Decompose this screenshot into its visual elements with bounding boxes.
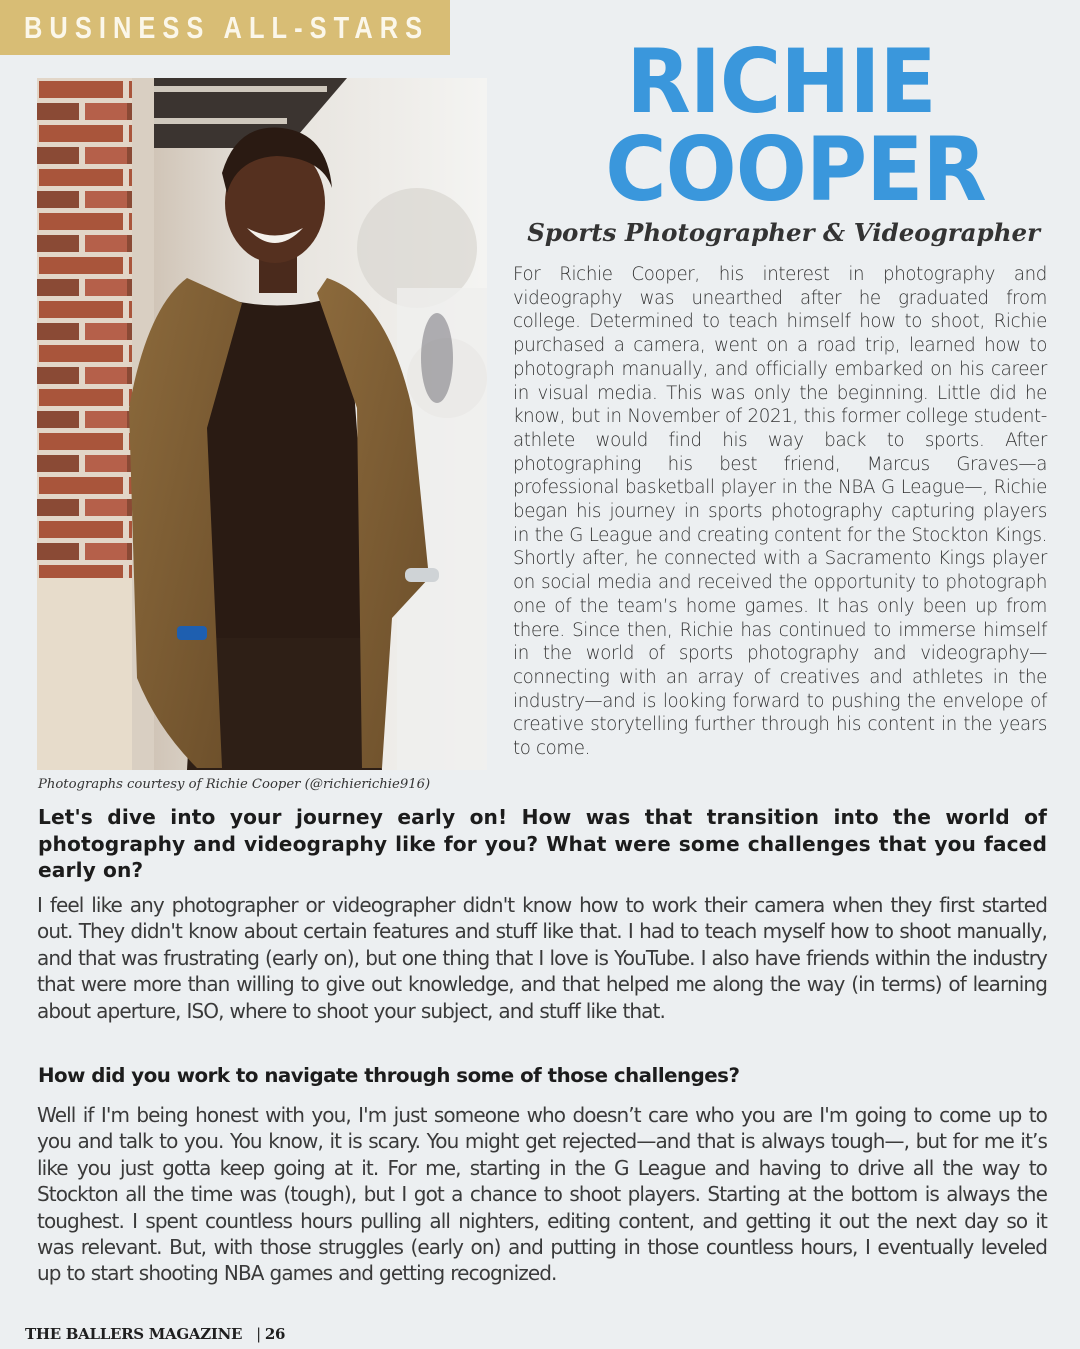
page-footer <box>25 1325 285 1343</box>
profile-title: Sports Photographer & Videographer <box>527 218 1040 247</box>
footer-separator: | <box>256 1325 261 1343</box>
section-banner <box>0 0 450 55</box>
photo-caption: Photographs courtesy of Richie Cooper (@richierichie916) <box>38 777 431 792</box>
profile-photo <box>37 78 487 770</box>
section-banner-label: BUSINESS ALL-STARS <box>24 9 430 45</box>
profile-first-name: RICHIE <box>626 30 936 133</box>
interview-answer-1: I feel like any photographer or videographer didn't know how to work their camera when they first started out. They didn't know about certain features and stuff like that. I had to teach myself how to shoot manually, and that was frustrating (early on), but one thing that I love is YouTube. I also have friends within the industry that were more than willing to give out knowledge, and that helped me along the way (in terms) of learning about aperture, ISO, where to shoot your subject, and stuff like that. <box>37 893 1047 1023</box>
profile-photo-illustration <box>37 78 487 770</box>
intro-paragraph: For Richie Cooper, his interest in photography and videography was unearthed after he graduated from college. Determined to teach himself how to shoot, Richie purchased a camera, went on a road trip, learned how to photograph manually, and officially embarked on his career in visual media. This was only the beginning. Little did he know, but in November of 2021, this former college student-athlete would find his way back to sports. After photographing his best friend, Marcus Graves—a professional basketball player in the NBA G League—, Richie began his journey in sports photography capturing players in the G League and creating content for the Stockton Kings. Shortly after, he connected with a Sacramento Kings player on social media and received the opportunity to photograph one of the team’s home games. It has only been up from there. Since then, Richie has continued to immerse himself in the world of sports photography and videography—connecting with an array of creatives and athletes in the industry—and is looking forward to pushing the envelope of creative storytelling further through his content in the years to come. <box>513 264 1047 760</box>
profile-last-name: COOPER <box>605 118 986 221</box>
interview-question-2: How did you work to navigate through some of those challenges? <box>38 1064 740 1087</box>
interview-question-1: Let's dive into your journey early on! How was that transition into the world of photography and videography like for you? What were some challenges that you faced early on? <box>38 805 1047 882</box>
page-number: 26 <box>264 1325 286 1343</box>
publication-name: THE BALLERS MAGAZINE <box>25 1325 243 1343</box>
profile-name <box>596 30 986 221</box>
interview-answer-2: Well if I'm being honest with you, I'm just someone who doesn’t care who you are I'm going to come up to you and talk to you. You know, it is scary. You might get rejected—and that is always tough—, but for me it’s like you just gotta keep going at it. For me, starting in the G League and having to drive all the way to Stockton all the time was (tough), but I got a chance to shoot players. Starting at the bottom is always the toughest. I spent countless hours pulling all nighters, editing content, and getting it out the next day so it was relevant. But, with those struggles (early on) and putting in those countless hours, I eventually leveled up to start shooting NBA games and getting recognized. <box>37 1103 1047 1286</box>
